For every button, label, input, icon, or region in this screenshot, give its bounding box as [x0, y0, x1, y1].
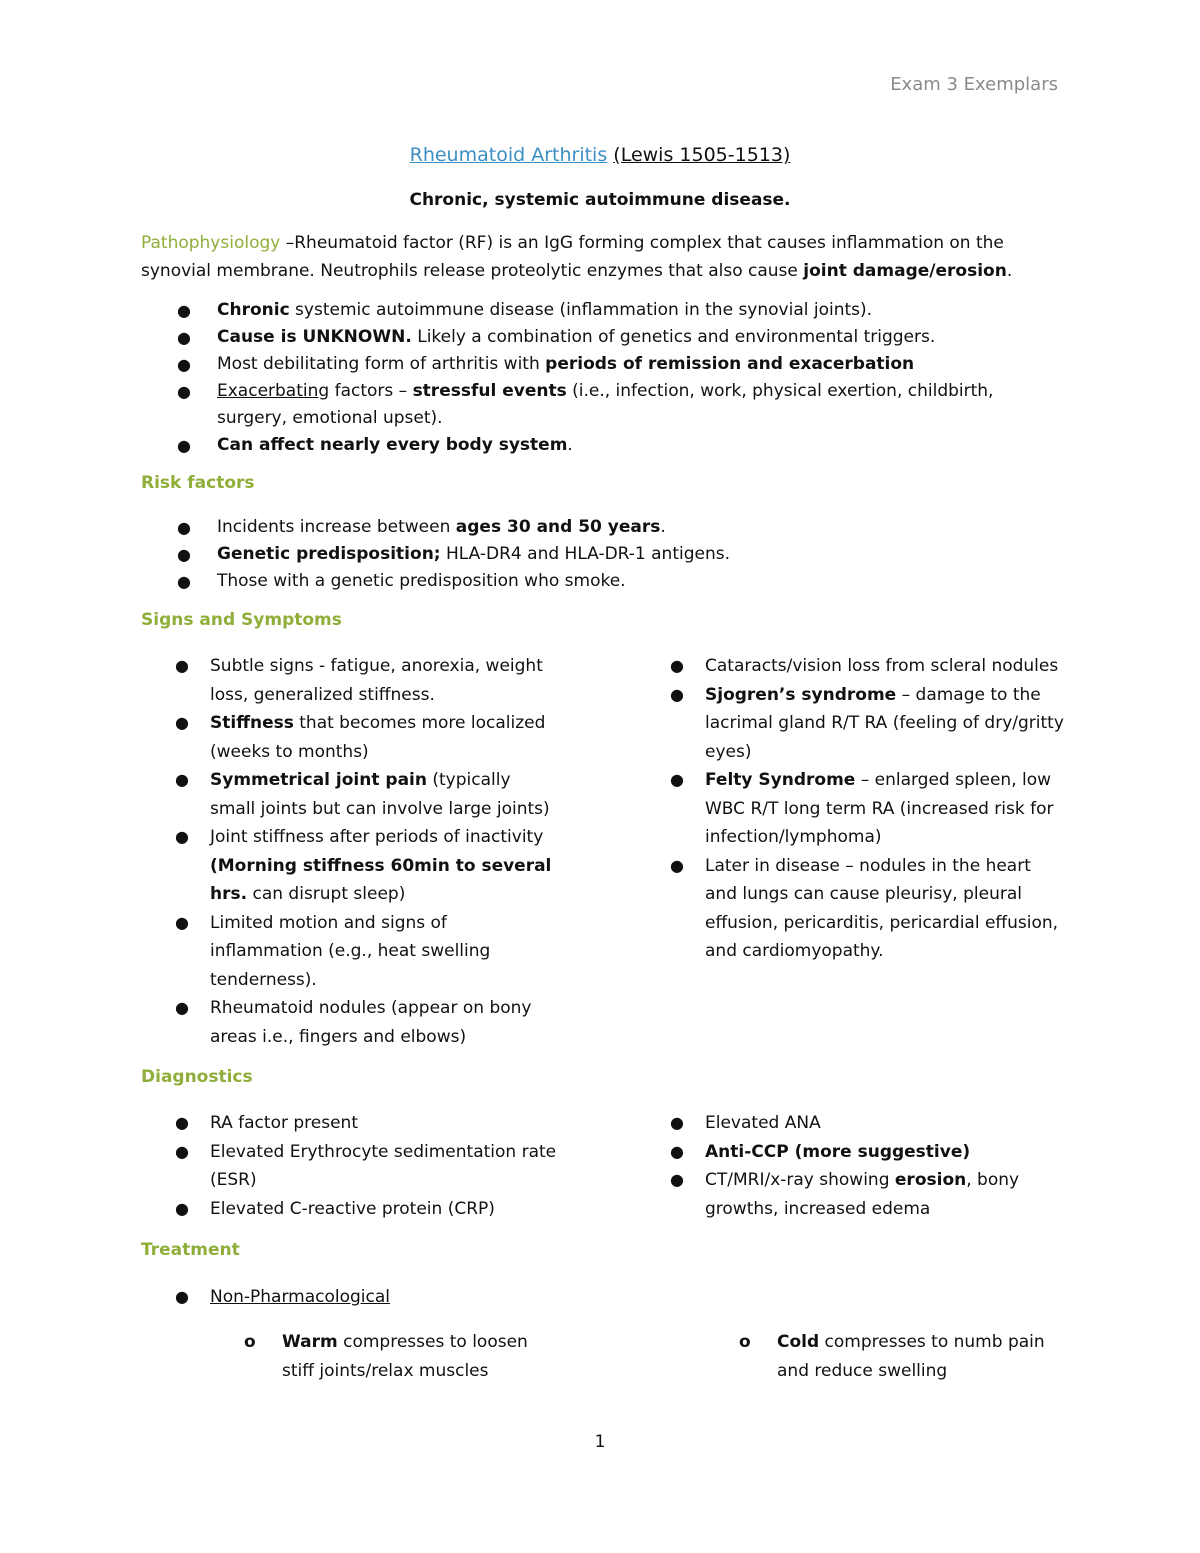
- signs-right-list: [636, 652, 1066, 966]
- title-reference: (Lewis 1505-1513): [613, 144, 791, 166]
- bullet-icon: ●: [670, 1141, 684, 1161]
- list-item: ● Anti-CCP (more suggestive): [636, 1138, 1066, 1167]
- risk-factors-list: [141, 514, 1061, 595]
- signs-symptoms-heading: Signs and Symptoms: [141, 610, 342, 630]
- list-item: ● Most debilitating form of arthritis with periods of remission and exacerbation: [141, 351, 1061, 378]
- bullet-icon: ●: [175, 1198, 189, 1218]
- list-item: ● Felty Syndrome – enlarged spleen, low WBC R/T long term RA (increased risk for infection/lymphoma): [636, 766, 1066, 852]
- pathophysiology-list: [141, 297, 1061, 459]
- list-item: ● Later in disease – nodules in the heart and lungs can cause pleurisy, pleural effusion, pericarditis, pericardial effusion, and cardiomyopathy.: [636, 852, 1066, 966]
- bullet-icon: ●: [175, 1287, 189, 1306]
- bullet-icon: ●: [177, 436, 191, 455]
- list-item: ● Symmetrical joint pain (typically small joints but can involve large joints): [141, 766, 561, 823]
- list-item: ● Those with a genetic predisposition who smoke.: [141, 568, 1061, 595]
- list-item: ● Joint stiffness after periods of inactivity (Morning stiffness 60min to several hrs. can disrupt sleep): [141, 823, 561, 909]
- page-number: 1: [594, 1432, 606, 1452]
- list-item: ● Elevated Erythrocyte sedimentation rate (ESR): [141, 1138, 581, 1195]
- page-title: [0, 144, 1200, 166]
- sub-item-warm: o Warm compresses to loosen stiff joints/relax muscles: [240, 1328, 560, 1386]
- subtitle: Chronic, systemic autoimmune disease.: [409, 190, 791, 210]
- bullet-icon: ●: [670, 684, 684, 704]
- bullet-icon: ●: [177, 355, 191, 374]
- list-item: ● Rheumatoid nodules (appear on bony areas i.e., fingers and elbows): [141, 994, 561, 1051]
- bullet-icon: ●: [177, 301, 191, 320]
- sub-item-cold: o Cold compresses to numb pain and reduce swelling: [735, 1328, 1065, 1386]
- list-item: ● Can affect nearly every body system.: [141, 432, 1061, 459]
- treatment-heading: Treatment: [141, 1240, 240, 1260]
- diagnostics-left-list: [141, 1109, 581, 1223]
- list-item: ● RA factor present: [141, 1109, 581, 1138]
- diagnostics-right-list: [636, 1109, 1066, 1223]
- diagnostics-heading: Diagnostics: [141, 1067, 253, 1087]
- list-item: [141, 1283, 641, 1312]
- list-item: ● Limited motion and signs of inflammation (e.g., heat swelling tenderness).: [141, 909, 561, 995]
- list-item: ● Elevated C-reactive protein (CRP): [141, 1195, 581, 1224]
- pathophysiology-heading: Pathophysiology: [141, 233, 281, 253]
- pathophysiology-paragraph: Pathophysiology –Rheumatoid factor (RF) is an IgG forming complex that causes inflammation on the synovial membrane. Neutrophils release proteolytic enzymes that also cause joint damage/erosion.: [141, 233, 1013, 281]
- bullet-icon: ●: [177, 328, 191, 347]
- list-item: ● Incidents increase between ages 30 and 50 years.: [141, 514, 1061, 541]
- list-item: ● Chronic systemic autoimmune disease (inflammation in the synovial joints).: [141, 297, 1061, 324]
- bullet-icon: ●: [175, 1141, 189, 1161]
- bullet-icon: ●: [175, 713, 189, 732]
- bullet-icon: ●: [177, 518, 191, 537]
- bullet-icon: ●: [670, 656, 684, 675]
- circle-bullet-icon: o: [244, 1332, 256, 1352]
- list-item: ● Cataracts/vision loss from scleral nodules: [636, 652, 1066, 681]
- bullet-icon: ●: [175, 827, 189, 846]
- bullet-icon: ●: [670, 1170, 684, 1189]
- list-item: ● Stiffness that becomes more localized (weeks to months): [141, 709, 561, 766]
- bullet-icon: ●: [670, 855, 684, 875]
- risk-factors-heading: Risk factors: [141, 473, 255, 493]
- bullet-icon: ●: [175, 912, 189, 932]
- nonpharm-label: Non-Pharmacological: [210, 1287, 391, 1307]
- page-header: Exam 3 Exemplars: [890, 74, 1058, 95]
- signs-left-list: [141, 652, 561, 1051]
- bullet-icon: ●: [177, 545, 191, 564]
- treatment-list: [141, 1283, 641, 1312]
- circle-bullet-icon: o: [739, 1332, 751, 1352]
- list-item: ● CT/MRI/x-ray showing erosion, bony growths, increased edema: [636, 1166, 1066, 1223]
- bullet-icon: ●: [670, 770, 684, 789]
- bullet-icon: ●: [175, 656, 189, 675]
- bullet-icon: ●: [177, 572, 191, 591]
- list-item: ● Cause is UNKNOWN. Likely a combination of genetics and environmental triggers.: [141, 324, 1061, 351]
- list-item: ● Exacerbating factors – stressful events (i.e., infection, work, physical exertion, childbirth, surgery, emotional upset).: [141, 378, 1061, 432]
- list-item: ● Sjogren’s syndrome – damage to the lacrimal gland R/T RA (feeling of dry/gritty eyes): [636, 681, 1066, 767]
- bullet-icon: ●: [670, 1113, 684, 1132]
- title-link[interactable]: Rheumatoid Arthritis: [409, 144, 608, 166]
- bullet-icon: ●: [177, 382, 191, 401]
- bullet-icon: ●: [175, 1113, 189, 1132]
- list-item: ● Elevated ANA: [636, 1109, 1066, 1138]
- list-item: ● Genetic predisposition; HLA-DR4 and HLA-DR-1 antigens.: [141, 541, 1061, 568]
- list-item: ● Subtle signs - fatigue, anorexia, weight loss, generalized stiffness.: [141, 652, 561, 709]
- bullet-icon: ●: [175, 998, 189, 1017]
- bullet-icon: ●: [175, 770, 189, 789]
